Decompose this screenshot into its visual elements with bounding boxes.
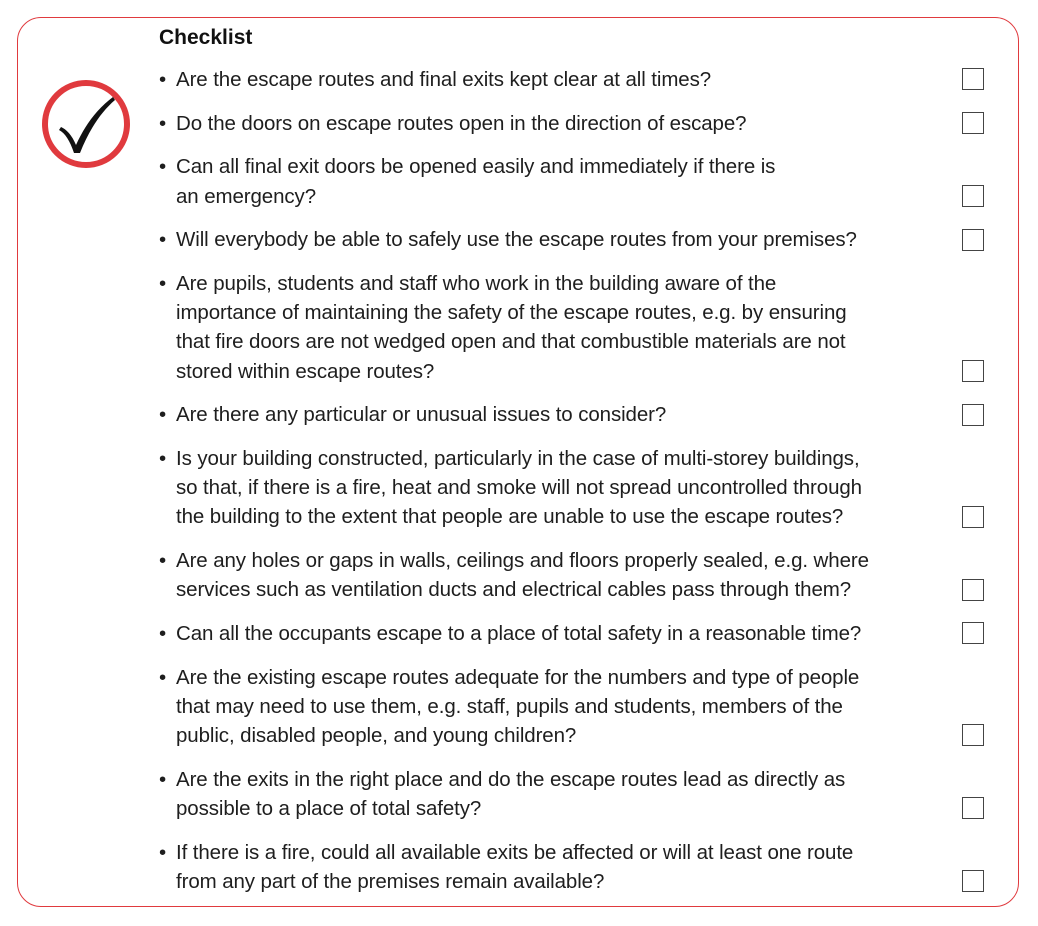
bullet: • [159, 272, 167, 296]
item-checkbox[interactable] [962, 360, 984, 382]
item-checkbox[interactable] [962, 797, 984, 819]
item-text: Can all final exit doors be opened easily and immediately if there is an emergency? [176, 155, 776, 208]
item-text: Can all the occupants escape to a place of total safety in a reasonable time? [176, 622, 862, 646]
item-checkbox[interactable] [962, 229, 984, 251]
item-text: Are the exits in the right place and do the escape routes lead as directly as possible to a place of total safety? [176, 767, 846, 821]
item-checkbox[interactable] [962, 404, 984, 426]
checklist-item [159, 619, 989, 648]
bullet: • [159, 228, 167, 252]
checklist-item [159, 444, 989, 532]
bullet: • [159, 622, 167, 646]
bullet: • [159, 403, 167, 427]
checklist-item [159, 838, 989, 896]
item-text: Are there any particular or unusual issues to consider? [176, 403, 667, 427]
item-checkbox[interactable] [962, 622, 984, 644]
item-checkbox[interactable] [962, 579, 984, 601]
item-text: Are the existing escape routes adequate for the numbers and type of people that may need to use them, e.g. staff, pupils and students, members of the public, disabled people, and young children? [176, 665, 860, 748]
checklist-item [159, 109, 989, 138]
bullet: • [159, 447, 167, 471]
bullet: • [159, 549, 167, 573]
checklist-item [159, 546, 989, 604]
checklist-item [159, 65, 989, 94]
item-checkbox[interactable] [962, 506, 984, 528]
checklist-item [159, 765, 989, 823]
item-text: If there is a fire, could all available exits be affected or will at least one route from any part of the premises remain available? [176, 840, 854, 893]
badge-ring [45, 83, 127, 165]
item-text: Are pupils, students and staff who work in the building aware of the importance of maintaining the safety of the escape routes, e.g. by ensuring that fire doors are not wedged open and that combustible materials are not stored within escape routes? [176, 272, 847, 383]
item-checkbox[interactable] [962, 185, 984, 207]
item-text: Is your building constructed, particularly in the case of multi-storey buildings, so that, if there is a fire, heat and smoke will not spread uncontrolled through the building to the extent that people are unable to use the escape routes? [176, 447, 862, 529]
checklist-item [159, 152, 989, 210]
checkmark-glyph [59, 97, 115, 153]
item-checkbox[interactable] [962, 68, 984, 90]
item-checkbox[interactable] [962, 724, 984, 746]
checklist-item [159, 663, 989, 751]
item-checkbox[interactable] [962, 112, 984, 134]
item-text: Are any holes or gaps in walls, ceilings and floors properly sealed, e.g. where services such as ventilation ducts and electrical cables pass through them? [176, 549, 869, 602]
item-text: Do the doors on escape routes open in the direction of escape? [176, 111, 747, 135]
bullet: • [159, 68, 167, 91]
bullet: • [159, 840, 167, 864]
checklist-items [159, 65, 989, 911]
bullet: • [159, 767, 167, 791]
item-checkbox[interactable] [962, 870, 984, 892]
checklist-title: Checklist [159, 26, 253, 49]
checklist-item [159, 400, 989, 429]
bullet: • [159, 111, 167, 135]
bullet: • [159, 665, 167, 689]
checklist-item [159, 269, 989, 386]
item-text: Will everybody be able to safely use the escape routes from your premises? [176, 228, 857, 252]
item-text: Are the escape routes and final exits kept clear at all times? [176, 68, 712, 91]
checklist-item [159, 225, 989, 254]
checkmark-circle-icon [41, 79, 131, 169]
bullet: • [159, 155, 167, 179]
